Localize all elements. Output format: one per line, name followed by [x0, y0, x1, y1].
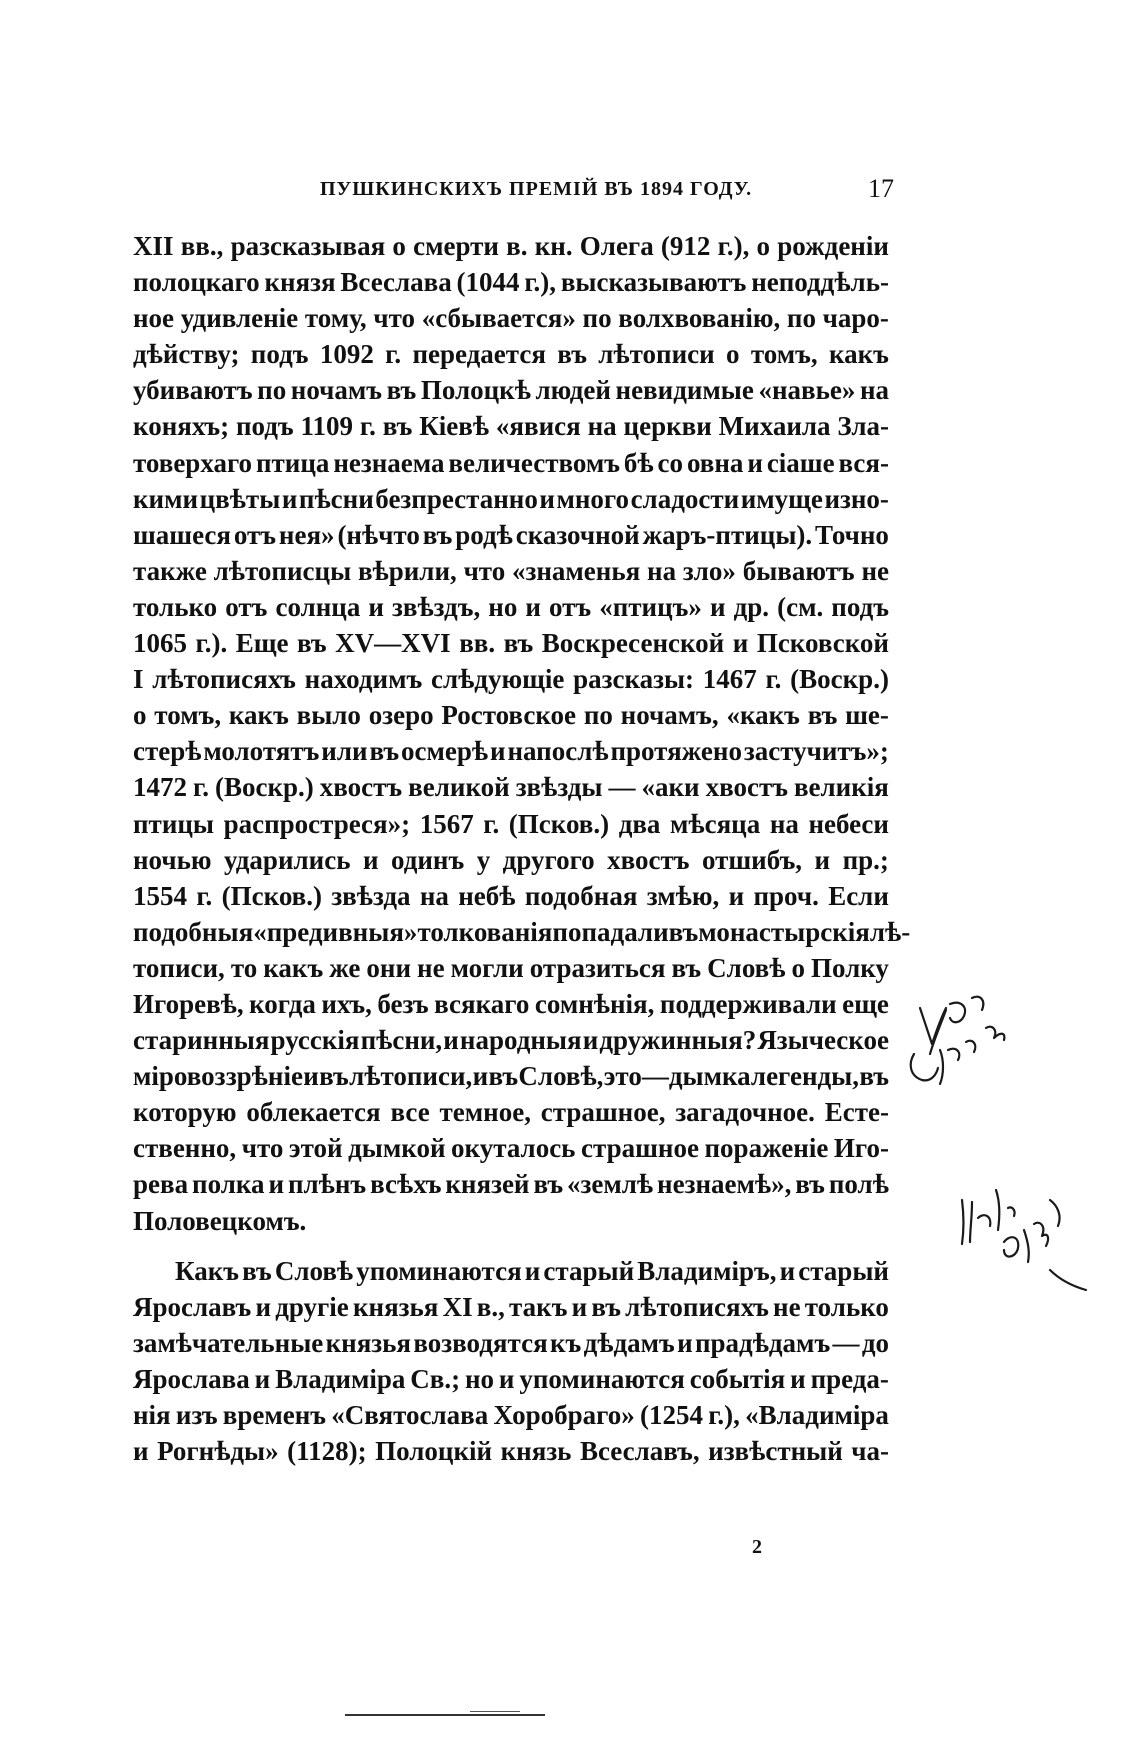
text-line: ное удивленіе тому, что «сбывается» по волхвованію, по чаро- — [133, 303, 889, 334]
page-number: 17 — [868, 174, 894, 203]
text-line: Игоревѣ, когда ихъ, безъ всякаго сомнѣнія, поддерживали еще — [133, 988, 889, 1019]
text-line: I лѣтописяхъ находимъ слѣдующіе разсказы: 1467 г. (Воскр.) — [133, 664, 889, 695]
text-line: которую облекается все темное, страшное, загадочное. Есте- — [133, 1097, 889, 1128]
text-line: Ярославъ и другіе князья XI в., такъ и въ лѣтописяхъ не только — [133, 1291, 889, 1322]
text-line: полоцкаго князя Всеслава (1044 г.), высказываютъ неподдѣль- — [133, 267, 889, 298]
text-line: 1554 г. (Псков.) звѣзда на небѣ подобная змѣю, и проч. Если — [133, 880, 889, 911]
text-line: товерхаго птица незнаема величествомъ бѣ со овна и сіаше вся- — [133, 447, 889, 478]
text-line: XII вв., разсказывая о смерти в. кн. Олега (912 г.), о рожденіи — [133, 231, 889, 261]
running-title: ПУШКИНСКИХЪ ПРЕМІЙ ВЪ 1894 ГОДУ. — [320, 178, 753, 200]
text-line: дѣйству; подъ 1092 г. передается въ лѣтописи о томъ, какъ — [133, 339, 889, 370]
paragraph-2 — [133, 1253, 889, 1470]
text-line: тописи, то какъ же они не могли отразиться въ Словѣ о Полку — [133, 952, 889, 983]
bottom-rule — [345, 1714, 545, 1716]
text-line: старинныя русскія пѣсни, и народныя и дружинныя? Языческое — [133, 1025, 889, 1056]
text-line: нія изъ временъ «Святослава Хоробраго» (1254 г.), «Владиміра — [133, 1400, 889, 1430]
text-line: кими цвѣты и пѣсни безпрестанно и много сладости имуще изно- — [133, 483, 889, 514]
text-line: Какъ въ Словѣ упоминаются и старый Владиміръ, и старый — [175, 1255, 889, 1286]
text-line: замѣчательные князья возводятся къ дѣдамъ и прадѣдамъ — до — [133, 1327, 889, 1358]
text-line: и Рогнѣды» (1128); Полоцкій князь Всеславъ, извѣстный ча- — [133, 1436, 889, 1467]
text-line: Половецкомъ. — [133, 1205, 307, 1236]
text-line: ственно, что этой дымкой окуталось страшное пораженіе Иго- — [133, 1133, 889, 1164]
text-line: міровоззрѣніе и въ лѣтописи, и въ Словѣ, это—дымка легенды, въ — [133, 1061, 889, 1092]
bottom-rule-mark — [470, 1711, 520, 1712]
text-line: подобныя «предивныя» толкованія попадали въ монастырскія лѣ- — [133, 916, 911, 947]
text-line: ночью ударились и одинъ у другого хвостъ отшибъ, и пр.; — [133, 844, 889, 875]
text-line: стерѣ молотятъ или въ осмерѣ и напослѣ протяжено застучитъ»; — [133, 736, 889, 767]
paragraph-gap — [133, 1239, 889, 1253]
body-text — [133, 228, 911, 1469]
handwritten-margin-note — [900, 980, 1100, 1300]
text-line: 1472 г. (Воскр.) хвостъ великой звѣзды — «аки хвостъ великія — [133, 772, 889, 803]
text-line: рева полка и плѣнъ всѣхъ князей въ «землѣ незнаемѣ», въ полѣ — [133, 1169, 889, 1200]
paragraph-1 — [133, 228, 911, 1239]
text-line: птицы распростреся»; 1567 г. (Псков.) два мѣсяца на небеси — [133, 808, 889, 839]
text-line: убиваютъ по ночамъ въ Полоцкѣ людей невидимые «навье» на — [133, 375, 889, 406]
text-line: также лѣтописцы вѣрили, что «знаменья на зло» бываютъ не — [133, 555, 889, 586]
signature-mark: 2 — [752, 1536, 762, 1558]
text-line: о томъ, какъ выло озеро Ростовское по ночамъ, «какъ въ ше- — [133, 700, 889, 731]
text-line: 1065 г.). Еще въ XV—XVI вв. въ Воскресенской и Псковской — [133, 628, 889, 659]
text-line: только отъ солнца и звѣздъ, но и отъ «птицъ» и др. (см. подъ — [133, 591, 889, 622]
text-line: шашеся отъ нея» (нѣчто въ родѣ сказочной жаръ-птицы). Точно — [133, 519, 889, 550]
text-line: Ярослава и Владиміра Св.; но и упоминаются событія и преда- — [133, 1363, 889, 1394]
text-line: коняхъ; подъ 1109 г. въ Кіевѣ «явися на церкви Михаила Зла- — [133, 411, 889, 442]
